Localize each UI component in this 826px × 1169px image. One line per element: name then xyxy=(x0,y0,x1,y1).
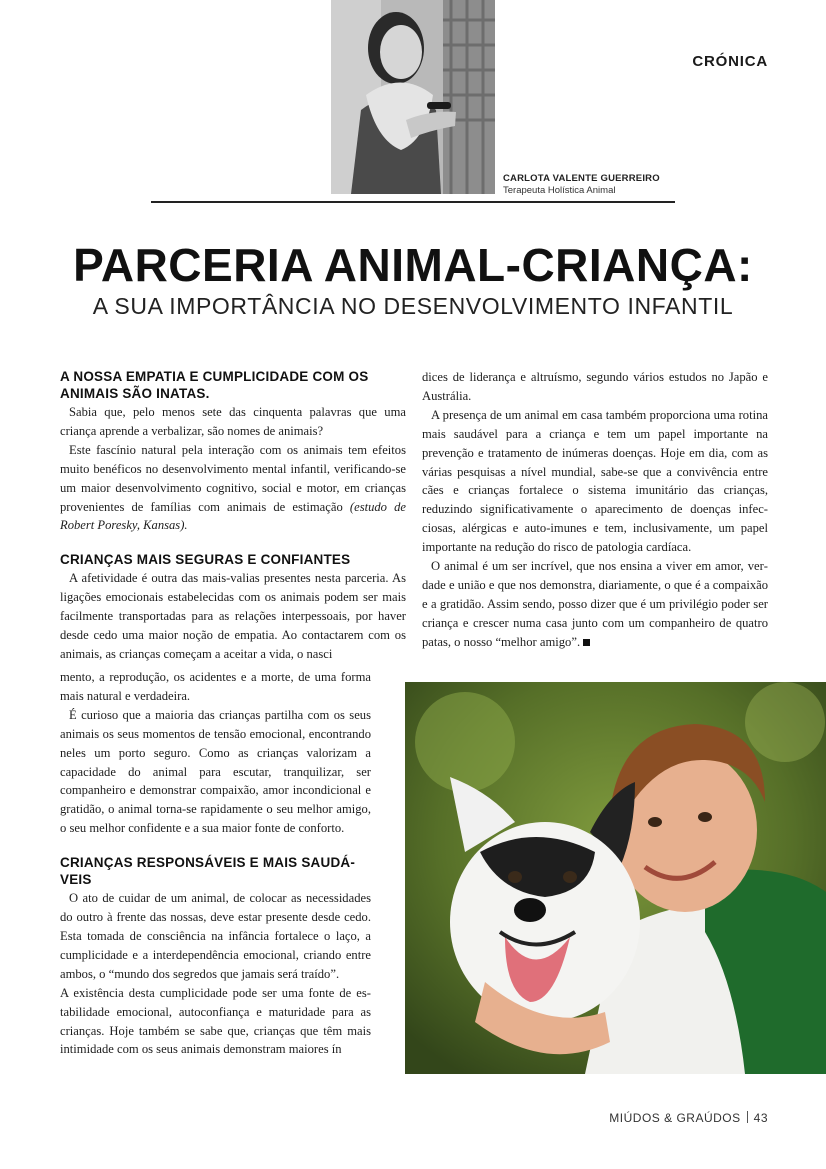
paragraph: Sabia que, pelo menos sete das cinquenta palavras que uma criança aprende a verbalizar, são nomes de animais? xyxy=(60,405,406,438)
section-heading-responsible-children: CRIANÇAS RESPONSÁVEIS E MAIS SAUDÁVEIS xyxy=(60,855,355,888)
section-heading-empathy: A NOSSA EMPATIA E CUMPLICIDADE COM OS ANIMAIS SÃO INATAS. xyxy=(60,369,369,401)
citation: (estudo de Robert Poresky, Kansas). xyxy=(60,499,407,533)
paragraph-continued: mento, a reprodução, os acidentes e a morte, de uma forma mais natural e verdadeira. xyxy=(60,670,371,703)
boy-and-dog-photo xyxy=(405,682,826,1074)
paragraph: A existência desta cumplicidade pode ser uma fonte de estabilidade emocional, autoconfiança e maturidade para as crianças. Hoje também se sabe que, crianças que têm mais intimidade com os seus animais demonstram maiores ín xyxy=(60,985,371,1057)
author-photo xyxy=(331,0,495,194)
paragraph: A presença de um animal em casa também proporciona uma rotina mais saudável para a criança e tem um papel importante na prevenção e tratamento de inúmeras doenças. Hoje em dia, com as várias pesquisas a nível mundial, sabe-se que a convivência entre cães e crianças fortalece o sistema imunitário das crianças, reduzindo significativamente o aparecimento de doenças infecciosas, alérgicas e auto-imunes e tem, inclusivamente, um papel importante na redução do risco de patologia cardíaca. xyxy=(422,407,768,555)
author-name: CARLOTA VALENTE GUERREIRO xyxy=(503,173,660,184)
magazine-name: MIÚDOS & GRAÚDOS xyxy=(609,1111,741,1125)
spacer xyxy=(60,838,371,854)
section-heading-safe-children: CRIANÇAS MAIS SEGURAS E CONFIANTES xyxy=(60,552,351,568)
paragraph-text: O animal é um ser incrível, que nos ensina a viver em amor, verdade e união e que nos demonstra, diariamente, o que é a compaixão e a gratidão. Assim sendo, posso dizer que é um privilégio poder ser criança e crescer numa casa junto com um companheiro de quatro patas, o nosso “melhor amigo”. xyxy=(422,559,768,649)
page-number: 43 xyxy=(753,1111,768,1125)
author-photo-image xyxy=(331,0,495,194)
paragraph xyxy=(422,557,768,652)
section-label: CRÓNICA xyxy=(692,53,768,70)
paragraph-text: Este fascínio natural pela interação com os animais tem efeitos muito benéficos no desenvolvimento mental infantil, verificando-se um maior desenvolvimento cognitivo, social e motor, em crianças provenientes de famílias com animais de estimação xyxy=(60,442,406,514)
page-footer xyxy=(609,1111,768,1125)
end-of-article-icon xyxy=(583,639,590,646)
boy-and-dog-image xyxy=(405,682,826,1074)
paragraph: O ato de cuidar de um animal, de colocar as necessidades do outro à frente das nossas, deve estar presente desde cedo. Esta tomada de consciência na infância fortalece o laço, a cumplicidade e a interdependência emocional, criando entre ambos, o “mundo dos segredos que jamais será traído”. xyxy=(60,891,371,981)
paragraph xyxy=(60,441,406,536)
paragraph: A afetividade é outra das mais-valias presentes nesta parceria. As ligações emocionais estabelecidas com os animais podem ser mais facilmente transportadas para as relações interpessoais, por haver desde cedo uma maior noção de empatia. Ao contactarem com os animais, as crianças começam a aceitar a vida, o nasci xyxy=(60,571,406,661)
author-role: Terapeuta Holística Animal xyxy=(503,185,616,196)
header-divider xyxy=(151,201,675,203)
article-subtitle: A SUA IMPORTÂNCIA NO DESENVOLVIMENTO INFANTIL xyxy=(92,293,734,319)
left-column-top xyxy=(60,368,406,664)
spacer xyxy=(60,535,406,551)
article-title: PARCERIA ANIMAL-CRIANÇA: xyxy=(73,239,753,291)
left-column-bottom xyxy=(60,668,371,1059)
footer-separator xyxy=(747,1111,748,1123)
right-column xyxy=(422,368,768,652)
paragraph-continued: dices de liderança e altruísmo, segundo vários estudos no Japão e Austrália. xyxy=(422,370,768,403)
paragraph: É curioso que a maioria das crianças partilha com os seus animais os seus momentos de tensão emocional, encontrando neles um porto seguro. Como as crianças valorizam a capacidade do animal para escutar, tranquilizar, ser companheiro e demonstrar compaixão, amor incondicional e gratidão, o animal torna-se rapidamente o seu melhor amigo, o seu melhor confidente e a sua maior fonte de conforto. xyxy=(60,707,371,836)
